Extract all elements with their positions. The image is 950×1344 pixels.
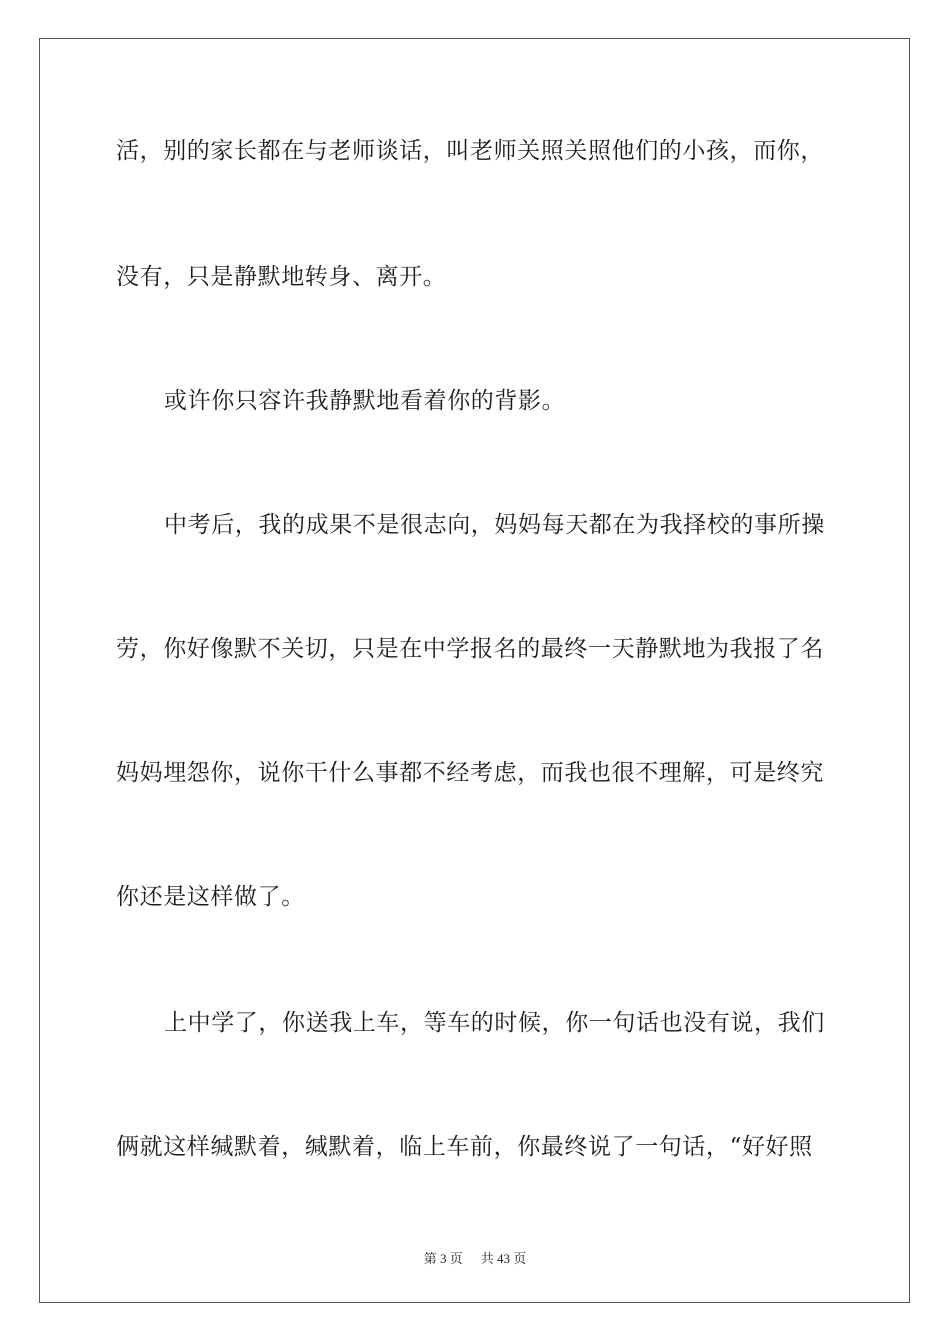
text-line-2: 没有，只是静默地转身、离开。: [116, 264, 447, 290]
text-line-7: 你还是这样做了。: [116, 884, 305, 910]
text-line-1: 活，别的家长都在与老师谈话，叫老师关照关照他们的小孩，而你，: [116, 138, 824, 164]
text-line-9: 俩就这样缄默着，缄默着，临上车前，你最终说了一句话，“好好照: [116, 1134, 813, 1160]
page-number: 第 3 页: [423, 1251, 463, 1266]
text-line-3: 或许你只容许我静默地看着你的背影。: [164, 388, 566, 414]
text-line-5: 劳，你好像默不关切，只是在中学报名的最终一天静默地为我报了名: [116, 636, 824, 662]
text-line-8: 上中学了，你送我上车，等车的时候，你一句话也没有说，我们: [164, 1010, 825, 1036]
text-line-4: 中考后，我的成果不是很志向，妈妈每天都在为我择校的事所操: [164, 512, 825, 538]
text-line-6: 妈妈埋怨你，说你干什么事都不经考虑，而我也很不理解，可是终究: [116, 760, 824, 786]
page-frame: [39, 38, 910, 1303]
page-footer: [0, 1248, 950, 1267]
page-total: 共 43 页: [480, 1251, 527, 1266]
